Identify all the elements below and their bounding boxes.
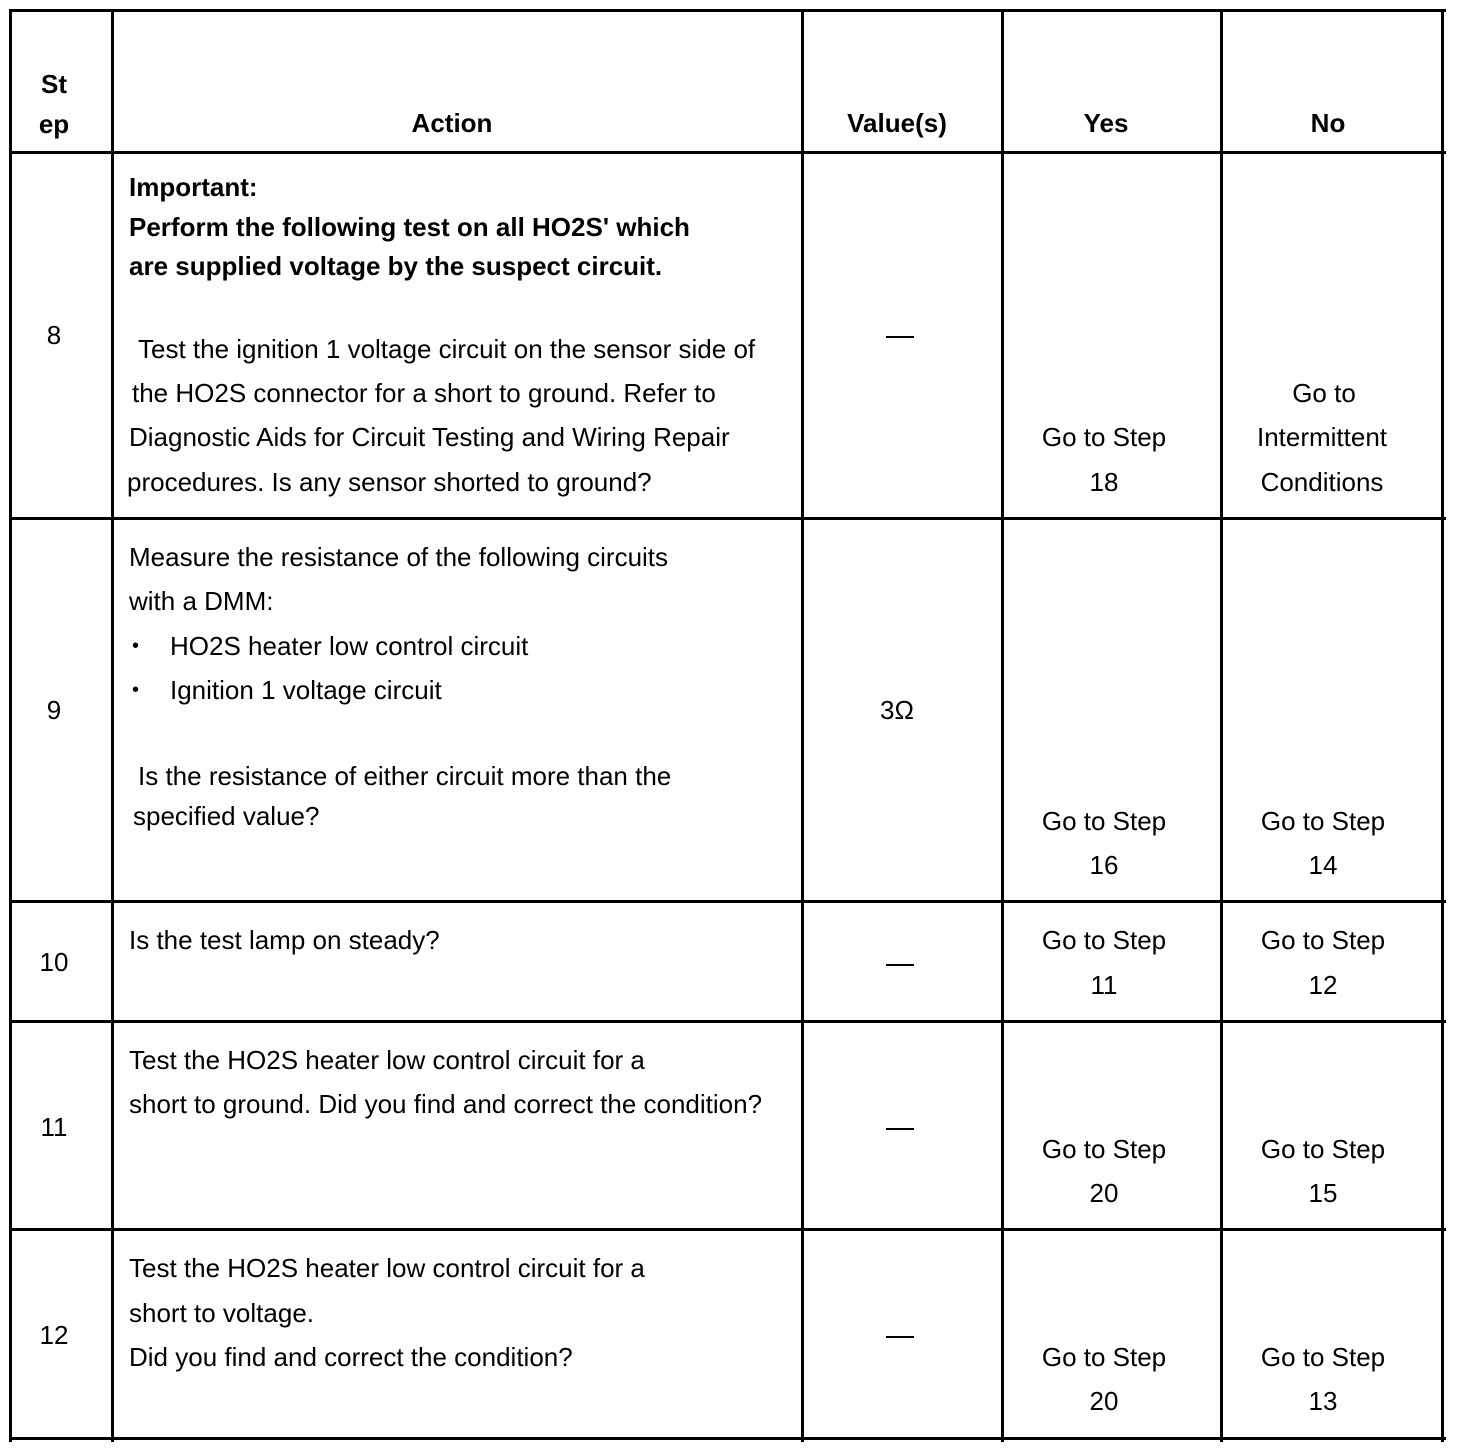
step-number: 8 [46, 320, 62, 350]
row-divider [9, 900, 1446, 903]
step-number: 12 [39, 1320, 69, 1350]
no-result: 14 [1308, 850, 1338, 880]
value-dash-text [886, 1322, 912, 1353]
yes-result: Go to Step [1041, 806, 1167, 836]
step-number: 9 [46, 695, 62, 725]
yes-result: Go to Step [1041, 925, 1167, 955]
no-result: Go to Step [1260, 1342, 1386, 1372]
column-divider [1220, 10, 1223, 1442]
bullet-item: HO2S heater low control circuit [170, 631, 529, 661]
important-title: Important: [129, 172, 258, 202]
action-text: specified value? [133, 801, 320, 831]
value-text: 3Ω [880, 695, 914, 725]
column-divider [111, 10, 114, 1442]
header-step: St [41, 69, 67, 99]
action-text: the HO2S connector for a short to ground. Refer to [132, 378, 716, 408]
action-text: Is the resistance of either circuit more than the [138, 761, 672, 791]
table-border-top [9, 9, 1446, 12]
table-border-left [9, 10, 12, 1442]
row-divider [9, 1020, 1446, 1023]
no-result: Conditions [1260, 467, 1384, 497]
no-result: 15 [1308, 1178, 1338, 1208]
bullet-symbol: • [132, 635, 140, 657]
action-text: Diagnostic Aids for Circuit Testing and Wiring Repair [129, 422, 730, 452]
action-text: procedures. Is any sensor shorted to ground? [127, 467, 652, 497]
action-text: Measure the resistance of the following circuits [129, 542, 669, 572]
no-result: Intermittent [1256, 422, 1388, 452]
yes-result: 20 [1089, 1178, 1119, 1208]
step-number: 10 [39, 947, 69, 977]
header-action: Action [411, 108, 493, 138]
bullet-item: Ignition 1 voltage circuit [170, 675, 442, 705]
yes-result: 18 [1089, 467, 1119, 497]
action-text: short to ground. Did you find and correct the condition? [129, 1089, 763, 1119]
action-text: Did you find and correct the condition? [129, 1342, 573, 1372]
important-note: are supplied voltage by the suspect circuit. [129, 251, 663, 281]
no-result: Go to Step [1260, 925, 1386, 955]
action-text: Test the HO2S heater low control circuit for a [129, 1253, 645, 1283]
header-no: No [1310, 108, 1346, 138]
value-dash-text [886, 322, 912, 353]
header-values: Value(s) [847, 108, 947, 138]
no-result: Go to [1292, 378, 1356, 408]
header-yes: Yes [1083, 108, 1129, 138]
action-text: Is the test lamp on steady? [129, 925, 440, 955]
yes-result: 16 [1089, 850, 1119, 880]
table-border-right [1441, 10, 1444, 1442]
yes-result: 11 [1090, 970, 1118, 1000]
value-dash-text [886, 950, 912, 981]
table-border-bottom [9, 1437, 1446, 1440]
header-step: ep [38, 109, 70, 139]
row-divider [9, 517, 1446, 520]
action-text: Test the HO2S heater low control circuit for a [129, 1045, 645, 1075]
yes-result: Go to Step [1041, 1134, 1167, 1164]
step-number: 11 [40, 1112, 68, 1142]
action-text: Test the ignition 1 voltage circuit on the sensor side of [138, 334, 756, 364]
no-result: 12 [1308, 970, 1338, 1000]
column-divider [1001, 10, 1004, 1442]
header-row-divider [9, 151, 1446, 154]
value-dash-text [886, 1114, 912, 1145]
no-result: Go to Step [1260, 1134, 1386, 1164]
column-divider [801, 10, 804, 1442]
action-text: short to voltage. [129, 1298, 314, 1328]
yes-result: Go to Step [1041, 1342, 1167, 1372]
yes-result: Go to Step [1041, 422, 1167, 452]
no-result: Go to Step [1260, 806, 1386, 836]
row-divider [9, 1228, 1446, 1231]
bullet-symbol: • [132, 679, 140, 701]
action-text: with a DMM: [129, 586, 274, 616]
no-result: 13 [1308, 1386, 1338, 1416]
important-note: Perform the following test on all HO2S' which [129, 212, 690, 242]
yes-result: 20 [1089, 1386, 1119, 1416]
